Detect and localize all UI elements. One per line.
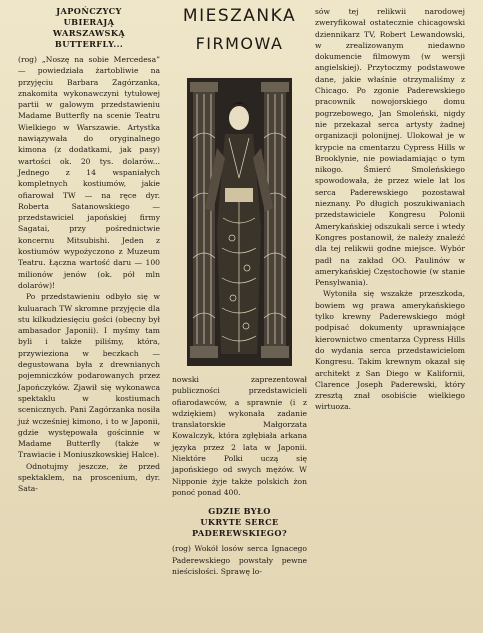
headline-line: PADEREWSKIEGO? [191,528,288,539]
headline-line: GDZIE BYŁO [208,506,271,517]
headline-paderewski [172,506,307,539]
paragraph: Odnotujmy jeszcze, że przed spektaklem, na proscenium, dyr. Sata- [18,461,160,494]
illustration-title-line2: FIRMOWA [195,34,284,53]
article-paderewski-continuation [315,6,465,413]
article-continuation-and-paderewski [172,374,307,577]
illustration-mieszanka-firmowa [172,6,307,368]
headline-line: UBIERAJĄ [63,17,115,27]
paragraph: (rog) Wokół losów serca Ignacego Paderewskiego powstały pewne nieścisłości. Sprawę lo- [172,544,307,576]
illustration-title [172,6,307,54]
paragraph: sów tej relikwii narodowej zweryfikował ostatecznie chicagowski dziennikarz TV, Robert Lewandowski, w zrealizowanym niedawno dokumencie filmowym (w wersji angielskiej). Przytoczmy podstawowe dane, jakie właśnie otrzymaliśmy z Chicago. Po zgonie Paderewskiego pracownik nowojorskiego domu pogrzebowego, Jan Smoleński, nigdy nie przekazał serca artysty żadnej organizacji polonijnej. Ulokował je w krypcie na cmentarzu Cypress Hills w Brooklynie, nie powiadamiając o tym nikogo. Śmierć Smoleńskiego spowodowała, że przez wiele lat los serca Paderewskiego pozostawał nieznany. Po długich poszukiwaniach przedstawiciele Kongresu Polonii Amerykańskiej odszukali serce i wtedy Kongres postanowił, że należy znaleźć dla tej relikwii godne miejsce. Wybór padł na zakład OO. Paulinów w amerykańskiej Częstochowie (w stanie Pensylwania). [315,7,465,288]
article-japonczycy [18,6,160,495]
paragraph: Po przedstawieniu odbyło się w kuluarach TW skromne przyjęcie dla stu kilkudziesięciu gości (obecny był ambasador Japonii). I myśmy tam byli i także piliśmy, która, przywieziona w beczkach — degustowana była z drewnianych pojemniczków podarowanych przez Japończyków. Zjawił się wykonawca spektaklu w kostiumach scenicznych. Pani Zagórzanka nosiła już wcześniej kimono, i to w Japonii, gdzie występowała gościnnie w Madame Butterfly (także w Trawiacie i Moniuszkowskiej Halce). [18,292,160,460]
headline-line: JAPOŃCZYCY [56,6,122,16]
headline-line: BUTTERFLY... [54,39,124,49]
paragraph: nowski zaprezentował publiczności przedstawicieli ofiarodawców, a sprawnie (i z wdziękiem) wykonała zadanie translatorskie Małgorzata Kowalczyk, która zgłębiała arkana języka przez 2 lata w Japonii. Niektóre Polki uczą się japońskiego od swych mężów. W Nipponie żyje także polskich żon ponoć ponad 400. [172,375,307,497]
headline-japonczycy [18,6,160,50]
illustration-title-line1: MIESZANKA [182,6,297,26]
paragraph: (rog) „Noszę na sobie Mercedesa” — powiedziała żartobliwie na przyjęciu Barbara Zagórzanka, znakomita wykonawczyni tytułowej partii w galowym przedstawieniu Madame Butterfly na scenie Teatru Wielkiego w Warszawie. Artystka nawiązywała do oryginalnego kimona (z dodatkami, jak pasy) wartości ok. 20 tys. dolarów... Jednego z 14 wspaniałych kompletnych kostiumów, jakie ofiarował TW — na ręce dyr. Roberta Satanowskiego — przedstawiciel japońskiej firmy Sagatai, przy pośrednictwie koncernu Mitsubishi. Jeden z kostiumów wypożyczono z Muzeum Teatru. Łączna wartość daru — 100 milionów jenów (ok. pół mln dolarów)! [18,55,160,290]
headline-line: UKRYTE SERCE [200,517,279,528]
headline-line: WARSZAWSKĄ [52,28,126,38]
figure-drawing-icon [187,78,292,366]
paragraph: Wytoniła się wszakże przeszkoda, bowiem wg prawa amerykańskiego tylko krewny Paderewskiego mógł podpisać dokumenty uprawniające kierownictwo cmentarza Cypress Hills do wydania serca przedstawicielom Kongresu. Takim krewnym okazał się architekt z San Diego w Kalifornii, Clarence Joseph Paderewski, który zresztą znał osobiście wielkiego wirtuoza. [315,289,465,412]
